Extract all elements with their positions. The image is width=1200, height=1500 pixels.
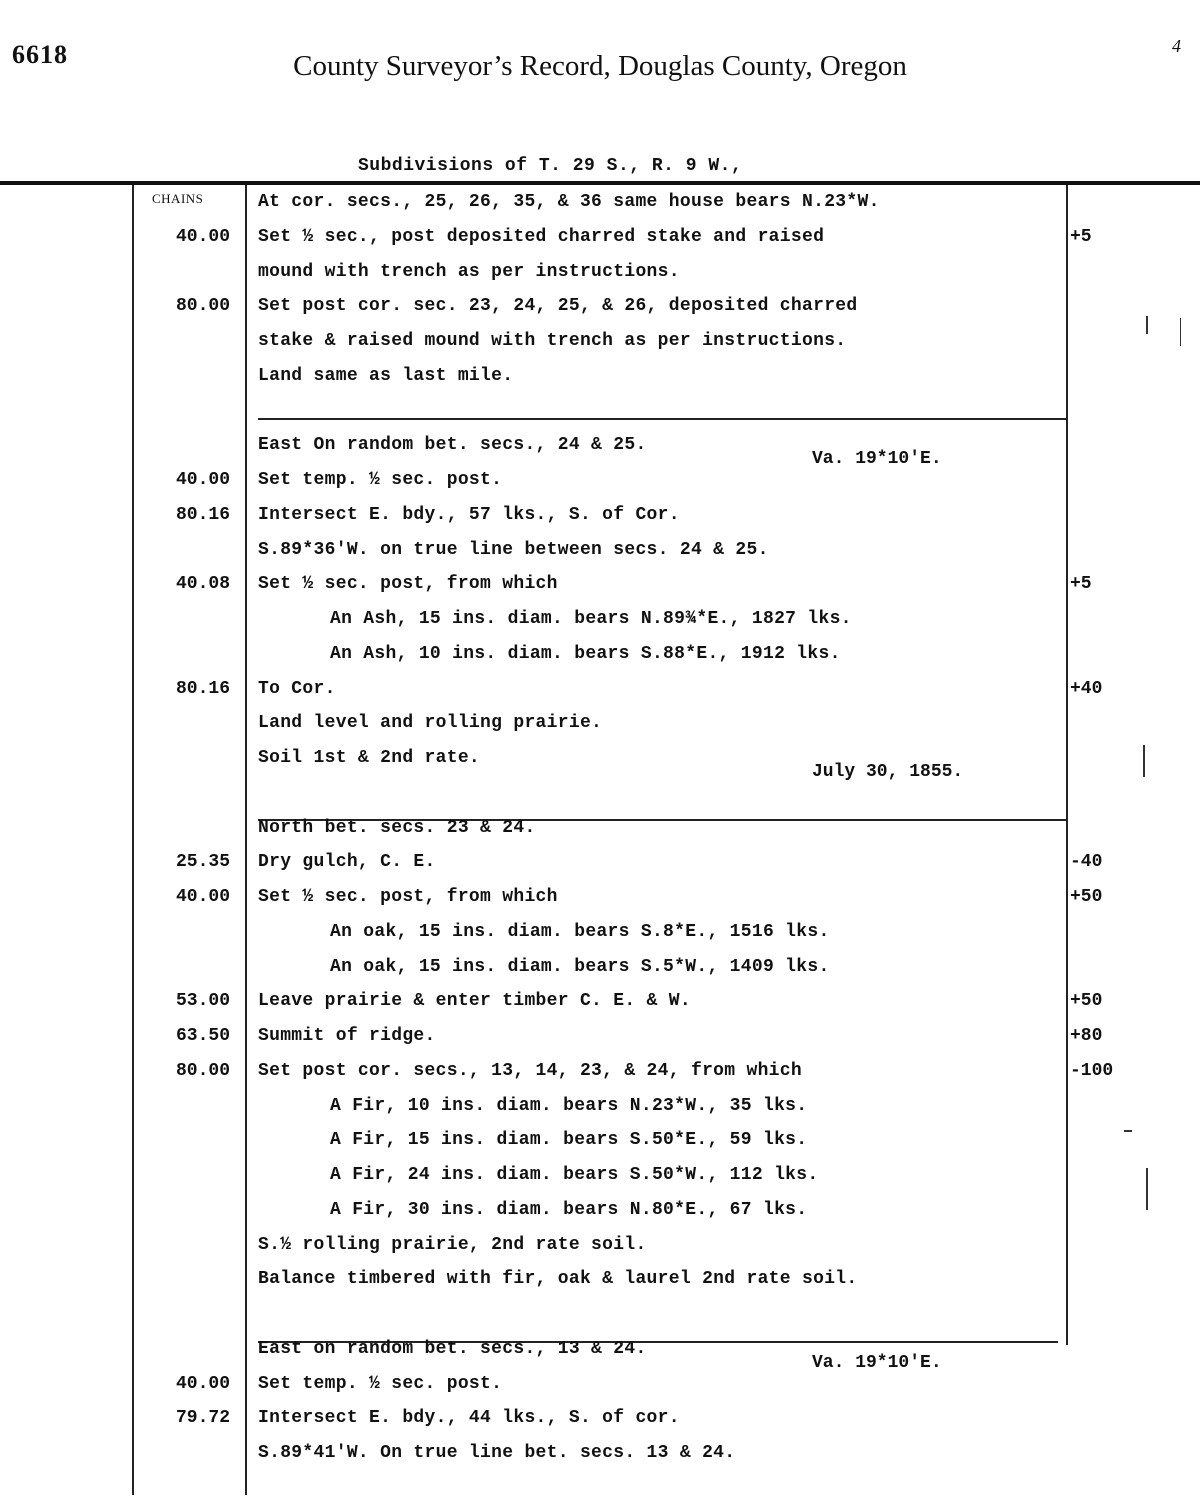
record-text: An oak, 15 ins. diam. bears S.8*E., 1516 lks. [330,921,830,942]
record-row [0,811,1200,846]
record-row [0,289,1200,324]
record-text: Land level and rolling prairie. [258,713,603,734]
table-subtitle: Subdivisions of T. 29 S., R. 9 W., [358,156,743,176]
record-row [0,637,1200,672]
chains-column-label: CHAINS [152,191,204,206]
chain-distance: 63.50 [175,1026,230,1046]
chain-distance: 80.00 [175,1060,230,1081]
record-row [0,741,1200,782]
chain-distance: 40.00 [175,1373,230,1394]
record-text: Set ½ sec. post, from which [258,574,558,595]
record-text: S.89*41'W. On true line bet. secs. 13 & 24. [258,1443,736,1463]
record-row [0,1297,1200,1332]
chain-distance: 25.35 [175,852,230,873]
record-text: Intersect E. bdy., 57 lks., S. of Cor. [258,504,680,525]
record-text: Land same as last mile. [258,365,514,386]
record-row [0,706,1200,741]
record-text: Set ½ sec., post deposited charred stake and raised [258,226,825,247]
record-row [0,915,1200,950]
record-text: Soil 1st & 2nd rate. [258,748,481,768]
record-row [0,394,1200,429]
record-row [0,1401,1200,1436]
record-text: An oak, 15 ins. diam. bears S.5*W., 1409 lks. [330,956,830,977]
record-text: A Fir, 30 ins. diam. bears N.80*E., 67 lks. [330,1199,808,1220]
record-text: East on random bet. secs., 13 & 24. [258,1338,647,1359]
record-text: S.½ rolling prairie, 2nd rate soil. [258,1234,647,1255]
record-text: Set temp. ½ sec. post. [258,1373,503,1394]
record-text: A Fir, 24 ins. diam. bears S.50*W., 112 lks. [330,1165,819,1185]
record-row [0,1436,1200,1471]
record-row [0,533,1200,568]
record-row [0,845,1200,880]
record-text: Summit of ridge. [258,1026,436,1046]
record-row [0,776,1200,811]
record-row [0,567,1200,602]
record-note: July 30, 1855. [812,762,964,782]
record-text: Set temp. ½ sec. post. [258,470,503,490]
record-text: Intersect E. bdy., 44 lks., S. of cor. [258,1408,680,1429]
record-row [0,1193,1200,1228]
record-row [0,498,1200,533]
record-text: Leave prairie & enter timber C. E. & W. [258,991,691,1012]
page-title: County Surveyor’s Record, Douglas County, Oregon [293,50,907,82]
elevation-change: +80 [1070,1026,1103,1046]
record-row [0,602,1200,637]
chain-distance: 40.00 [175,470,230,490]
record-text: North bet. secs. 23 & 24. [258,817,536,838]
record-row [0,1332,1200,1373]
record-row [0,220,1200,255]
record-text: East On random bet. secs., 24 & 25. [258,435,647,456]
record-text: Set post cor. sec. 23, 24, 25, & 26, deposited charred [258,296,858,317]
record-row [0,359,1200,394]
record-row [0,463,1200,498]
record-row [0,324,1200,359]
record-row [0,1228,1200,1263]
record-row [0,255,1200,290]
elevation-change: +50 [1070,991,1103,1012]
chain-distance: 80.00 [175,296,230,317]
record-row [0,950,1200,985]
record-note: Va. 19*10'E. [812,449,942,470]
record-text: An Ash, 10 ins. diam. bears S.88*E., 1912 lks. [330,643,841,664]
record-row [0,1089,1200,1124]
record-row [0,428,1200,470]
record-text: At cor. secs., 25, 26, 35, & 36 same house bears N.23*W. [258,192,880,212]
record-text: Set post cor. secs., 13, 14, 23, & 24, from which [258,1060,802,1081]
record-text: A Fir, 15 ins. diam. bears S.50*E., 59 lks. [330,1130,808,1151]
chain-distance: 40.00 [175,226,230,247]
page-number: 6618 [12,40,68,69]
elevation-change: +5 [1070,226,1092,247]
elevation-change: +40 [1070,678,1103,699]
elevation-change: +5 [1070,574,1092,595]
record-row [0,672,1200,707]
record-text: An Ash, 15 ins. diam. bears N.89¾*E., 1827 lks. [330,609,852,629]
record-row [0,984,1200,1019]
record-row [0,1367,1200,1402]
record-row [0,1262,1200,1297]
elevation-change: +50 [1070,887,1103,907]
elevation-change: -40 [1070,852,1103,873]
chain-distance: 53.00 [175,991,230,1012]
record-text: stake & raised mound with trench as per instructions. [258,331,847,351]
record-note: Va. 19*10'E. [812,1352,942,1373]
chain-distance: 80.16 [175,678,230,699]
elevation-change: -100 [1070,1060,1114,1081]
record-text: A Fir, 10 ins. diam. bears N.23*W., 35 lks. [330,1095,808,1116]
record-text: To Cor. [258,678,336,699]
chain-distance: 80.16 [175,504,230,525]
record-text: Balance timbered with fir, oak & laurel 2nd rate soil. [258,1269,858,1290]
record-row [0,185,1200,220]
chain-distance: 40.08 [175,574,230,595]
record-text: mound with trench as per instructions. [258,261,680,282]
record-text: Dry gulch, C. E. [258,852,436,873]
record-row [0,1158,1200,1193]
record-row [0,1123,1200,1158]
chain-distance: 40.00 [175,887,230,907]
chain-distance: 79.72 [175,1408,230,1429]
record-text: S.89*36'W. on true line between secs. 24 & 25. [258,539,769,560]
record-row [0,1054,1200,1089]
record-row [0,1019,1200,1054]
record-text: Set ½ sec. post, from which [258,887,558,907]
page-mark: 4 [1172,36,1181,56]
record-row [0,880,1200,915]
